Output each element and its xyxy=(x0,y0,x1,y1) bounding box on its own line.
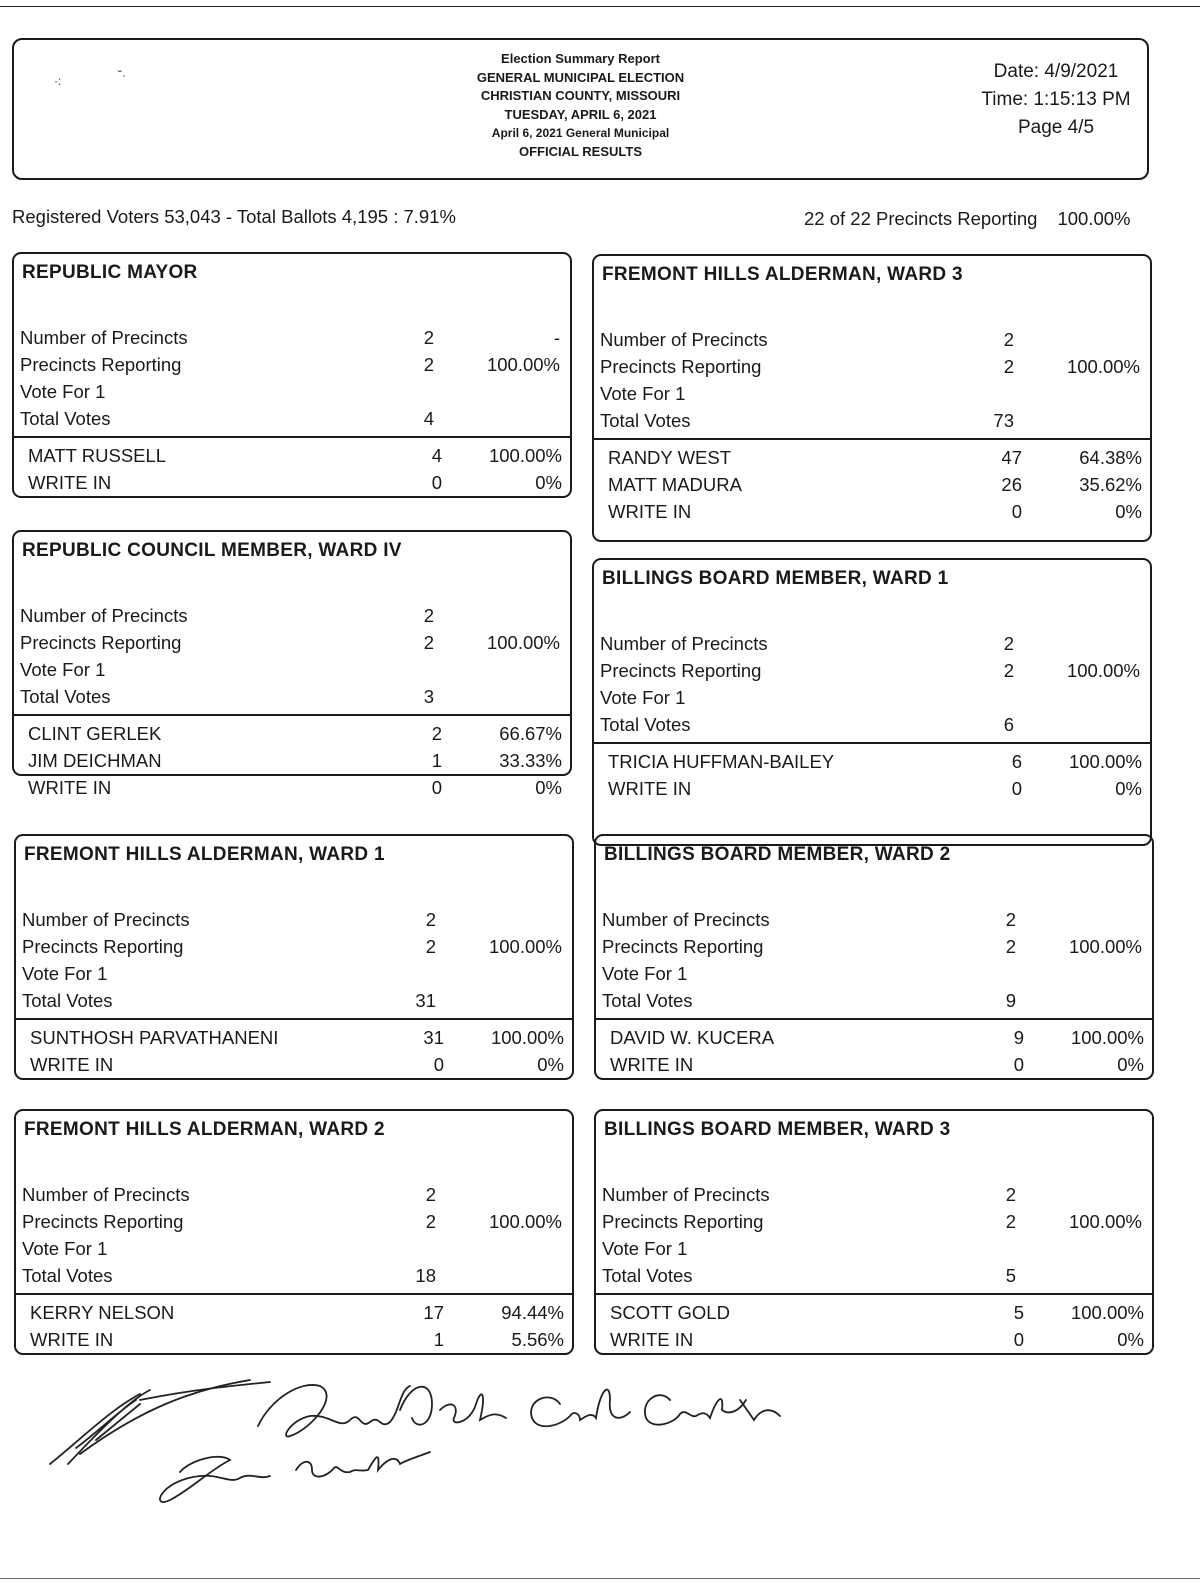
vote-for-row xyxy=(602,1235,1142,1262)
stat-value: 2 xyxy=(425,936,436,957)
candidate-votes: 26 xyxy=(1001,474,1022,495)
contest-title: BILLINGS BOARD MEMBER, WARD 1 xyxy=(602,568,949,589)
number-of-precincts-row xyxy=(20,324,560,351)
candidate-percent: 0% xyxy=(1117,1329,1144,1350)
precincts-reporting-row xyxy=(600,657,1140,684)
stat-label: Vote For 1 xyxy=(22,1238,108,1259)
official-results-label: OFFICIAL RESULTS xyxy=(518,143,643,159)
stat-label: Number of Precincts xyxy=(22,909,190,930)
candidate-name: DAVID W. KUCERA xyxy=(610,1027,775,1048)
precincts-summary xyxy=(804,208,1130,230)
candidate-row xyxy=(610,1051,1144,1078)
candidate-percent: 33.33% xyxy=(499,750,562,771)
stat-value: 2 xyxy=(425,909,436,930)
precincts-reporting-text: 22 of 22 Precincts Reporting xyxy=(804,208,1038,229)
report-header xyxy=(12,38,1149,180)
results-divider xyxy=(14,714,570,716)
stat-label: Total Votes xyxy=(22,1265,113,1286)
stat-label: Number of Precincts xyxy=(600,329,768,350)
contest-stats xyxy=(602,1181,1142,1289)
stat-label: Vote For 1 xyxy=(22,963,108,984)
candidate-name: TRICIA HUFFMAN-BAILEY xyxy=(608,751,835,772)
precincts-reporting-percent: 100.00% xyxy=(1057,208,1131,229)
candidate-row xyxy=(30,1299,564,1326)
candidate-percent: 0% xyxy=(535,777,562,798)
turnout-summary: Registered Voters 53,043 - Total Ballots 4,195 : 7.91% xyxy=(12,206,456,227)
candidate-percent: 0% xyxy=(537,1054,564,1075)
candidate-votes: 0 xyxy=(1013,1329,1024,1350)
stat-value: 2 xyxy=(1003,660,1014,681)
candidate-percent: 66.67% xyxy=(499,723,562,744)
stat-value: 18 xyxy=(415,1265,436,1286)
candidate-votes: 5 xyxy=(1013,1302,1024,1323)
candidate-name: RANDY WEST xyxy=(608,447,732,468)
results-divider xyxy=(594,438,1150,440)
contest-box xyxy=(14,834,574,1080)
election-name: GENERAL MUNICIPAL ELECTION xyxy=(476,69,685,85)
stat-percent: 100.00% xyxy=(486,354,560,375)
vote-for-row xyxy=(600,684,1140,711)
candidate-row xyxy=(30,1326,564,1353)
candidate-row xyxy=(608,748,1142,775)
total-votes-row xyxy=(22,1262,562,1289)
total-votes-row xyxy=(602,1262,1142,1289)
candidate-votes: 4 xyxy=(431,445,442,466)
report-date: Date: 4/9/2021 xyxy=(993,61,1119,82)
stat-value: 2 xyxy=(423,354,434,375)
results-divider xyxy=(596,1018,1152,1020)
candidate-votes: 9 xyxy=(1013,1027,1024,1048)
candidate-votes: 0 xyxy=(1011,501,1022,522)
total-votes-row xyxy=(600,711,1140,738)
candidate-row xyxy=(608,498,1142,525)
candidate-votes: 0 xyxy=(431,777,442,798)
stat-label: Vote For 1 xyxy=(20,381,106,402)
candidate-percent: 100.00% xyxy=(490,1027,564,1048)
candidate-list xyxy=(28,720,562,801)
candidate-list xyxy=(30,1299,564,1353)
results-divider xyxy=(14,436,570,438)
stat-label: Precincts Reporting xyxy=(22,1211,184,1232)
vote-for-row xyxy=(22,960,562,987)
stat-label: Total Votes xyxy=(602,990,693,1011)
candidate-percent: 94.44% xyxy=(501,1302,564,1323)
stat-label: Number of Precincts xyxy=(22,1184,190,1205)
candidate-votes: 17 xyxy=(423,1302,444,1323)
total-votes-row xyxy=(600,407,1140,434)
candidate-percent: 100.00% xyxy=(488,445,562,466)
total-votes-row xyxy=(20,683,560,710)
candidate-name: MATT MADURA xyxy=(608,474,742,495)
stat-label: Number of Precincts xyxy=(600,633,768,654)
precincts-reporting-row xyxy=(22,1208,562,1235)
contest-title: REPUBLIC MAYOR xyxy=(22,262,198,283)
stat-percent: 100.00% xyxy=(486,632,560,653)
bottom-rule xyxy=(0,1578,1200,1579)
stat-value: 2 xyxy=(1005,1211,1016,1232)
official-signatures xyxy=(40,1360,840,1520)
vote-for-row xyxy=(20,378,560,405)
stat-value: 73 xyxy=(993,410,1014,431)
candidate-row xyxy=(28,774,562,801)
stat-value: 2 xyxy=(1005,909,1016,930)
candidate-row xyxy=(610,1326,1144,1353)
number-of-precincts-row xyxy=(22,906,562,933)
stat-value: 2 xyxy=(1003,329,1014,350)
results-divider xyxy=(16,1293,572,1295)
candidate-name: CLINT GERLEK xyxy=(28,723,162,744)
candidate-percent: 100.00% xyxy=(1070,1302,1144,1323)
stat-label: Total Votes xyxy=(600,410,691,431)
number-of-precincts-row xyxy=(602,906,1142,933)
contest-stats xyxy=(600,630,1140,738)
stat-value: 5 xyxy=(1005,1265,1016,1286)
candidate-votes: 0 xyxy=(1011,778,1022,799)
contest-box xyxy=(14,1109,574,1355)
contest-box xyxy=(594,834,1154,1080)
stat-label: Precincts Reporting xyxy=(602,1211,764,1232)
candidate-votes: 6 xyxy=(1011,751,1022,772)
candidate-row xyxy=(610,1024,1144,1051)
precincts-reporting-row xyxy=(602,933,1142,960)
precincts-reporting-row xyxy=(20,629,560,656)
contest-stats xyxy=(600,326,1140,434)
candidate-votes: 31 xyxy=(423,1027,444,1048)
candidate-percent: 0% xyxy=(535,472,562,493)
candidate-row xyxy=(30,1051,564,1078)
report-title: Election Summary Report xyxy=(501,51,660,66)
stat-label: Vote For 1 xyxy=(600,383,686,404)
candidate-row xyxy=(28,469,562,496)
report-meta xyxy=(971,58,1141,142)
contest-stats xyxy=(602,906,1142,1014)
results-divider xyxy=(16,1018,572,1020)
stat-value: 2 xyxy=(423,632,434,653)
contest-stats xyxy=(20,602,560,710)
candidate-name: WRITE IN xyxy=(608,778,692,799)
candidate-percent: 100.00% xyxy=(1070,1027,1144,1048)
contest-box xyxy=(592,254,1152,542)
results-divider xyxy=(594,742,1150,744)
candidate-row xyxy=(28,442,562,469)
stat-value: 31 xyxy=(415,990,436,1011)
stat-label: Total Votes xyxy=(20,686,111,707)
candidate-votes: 47 xyxy=(1001,447,1022,468)
candidate-name: SCOTT GOLD xyxy=(610,1302,730,1323)
contest-box xyxy=(12,252,572,498)
stat-label: Precincts Reporting xyxy=(600,356,762,377)
stat-label: Precincts Reporting xyxy=(22,936,184,957)
contest-title: BILLINGS BOARD MEMBER, WARD 2 xyxy=(604,844,951,865)
stat-label: Total Votes xyxy=(602,1265,693,1286)
stat-percent: - xyxy=(553,327,560,348)
stat-label: Vote For 1 xyxy=(600,687,686,708)
total-votes-row xyxy=(22,987,562,1014)
candidate-percent: 0% xyxy=(1115,501,1142,522)
total-votes-row xyxy=(602,987,1142,1014)
candidate-list xyxy=(30,1024,564,1078)
candidate-name: WRITE IN xyxy=(28,777,112,798)
stat-value: 2 xyxy=(1005,936,1016,957)
scan-speck: ·: xyxy=(54,74,62,88)
candidate-name: JIM DEICHMAN xyxy=(28,750,162,771)
stat-label: Total Votes xyxy=(20,408,111,429)
stat-percent: 100.00% xyxy=(1066,356,1140,377)
vote-for-row xyxy=(600,380,1140,407)
stat-value: 4 xyxy=(423,408,434,429)
precincts-reporting-row xyxy=(602,1208,1142,1235)
stat-label: Precincts Reporting xyxy=(600,660,762,681)
stat-label: Precincts Reporting xyxy=(20,632,182,653)
number-of-precincts-row xyxy=(600,630,1140,657)
candidate-list xyxy=(608,748,1142,802)
stat-value: 2 xyxy=(423,327,434,348)
stat-label: Number of Precincts xyxy=(602,909,770,930)
contest-stats xyxy=(22,906,562,1014)
contest-title: REPUBLIC COUNCIL MEMBER, WARD IV xyxy=(22,540,402,561)
vote-for-row xyxy=(20,656,560,683)
precincts-reporting-row xyxy=(20,351,560,378)
contest-box xyxy=(594,1109,1154,1355)
candidate-list xyxy=(610,1299,1144,1353)
precincts-reporting-row xyxy=(22,933,562,960)
stat-label: Number of Precincts xyxy=(20,605,188,626)
contest-title: FREMONT HILLS ALDERMAN, WARD 1 xyxy=(24,844,385,865)
stat-label: Number of Precincts xyxy=(602,1184,770,1205)
stat-label: Precincts Reporting xyxy=(20,354,182,375)
candidate-percent: 0% xyxy=(1117,1054,1144,1075)
candidate-percent: 100.00% xyxy=(1068,751,1142,772)
contest-title: FREMONT HILLS ALDERMAN, WARD 3 xyxy=(602,264,963,285)
contest-stats xyxy=(22,1181,562,1289)
stat-label: Vote For 1 xyxy=(20,659,106,680)
candidate-list xyxy=(28,442,562,496)
total-votes-row xyxy=(20,405,560,432)
candidate-percent: 0% xyxy=(1115,778,1142,799)
contest-box xyxy=(12,530,572,798)
election-date: TUESDAY, APRIL 6, 2021 xyxy=(504,106,657,122)
candidate-row xyxy=(608,471,1142,498)
county-name: CHRISTIAN COUNTY, MISSOURI xyxy=(480,88,681,103)
top-rule xyxy=(0,6,1200,7)
stat-value: 2 xyxy=(423,605,434,626)
stat-value: 6 xyxy=(1003,714,1014,735)
stat-label: Vote For 1 xyxy=(602,963,688,984)
candidate-name: WRITE IN xyxy=(610,1054,694,1075)
candidate-name: WRITE IN xyxy=(28,472,112,493)
number-of-precincts-row xyxy=(20,602,560,629)
candidate-name: WRITE IN xyxy=(610,1329,694,1350)
stat-value: 2 xyxy=(425,1184,436,1205)
stat-label: Total Votes xyxy=(22,990,113,1011)
candidate-votes: 0 xyxy=(433,1054,444,1075)
stat-percent: 100.00% xyxy=(488,936,562,957)
candidate-votes: 0 xyxy=(1013,1054,1024,1075)
candidate-name: KERRY NELSON xyxy=(30,1302,175,1323)
candidate-votes: 1 xyxy=(433,1329,444,1350)
candidate-percent: 64.38% xyxy=(1079,447,1142,468)
number-of-precincts-row xyxy=(602,1181,1142,1208)
number-of-precincts-row xyxy=(22,1181,562,1208)
stat-value: 3 xyxy=(423,686,434,707)
report-time: Time: 1:15:13 PM xyxy=(981,89,1131,110)
stat-label: Vote For 1 xyxy=(602,1238,688,1259)
results-divider xyxy=(596,1293,1152,1295)
precincts-reporting-row xyxy=(600,353,1140,380)
stat-percent: 100.00% xyxy=(1068,1211,1142,1232)
candidate-name: WRITE IN xyxy=(608,501,692,522)
number-of-precincts-row xyxy=(600,326,1140,353)
candidate-row xyxy=(610,1299,1144,1326)
candidate-votes: 1 xyxy=(431,750,442,771)
candidate-list xyxy=(608,444,1142,525)
candidate-row xyxy=(608,775,1142,802)
stat-percent: 100.00% xyxy=(1066,660,1140,681)
stat-value: 2 xyxy=(1005,1184,1016,1205)
stat-label: Precincts Reporting xyxy=(602,936,764,957)
vote-for-row xyxy=(602,960,1142,987)
stat-percent: 100.00% xyxy=(1068,936,1142,957)
stat-value: 9 xyxy=(1005,990,1016,1011)
candidate-name: WRITE IN xyxy=(30,1329,114,1350)
stat-value: 2 xyxy=(1003,633,1014,654)
candidate-percent: 5.56% xyxy=(511,1329,564,1350)
contest-title: BILLINGS BOARD MEMBER, WARD 3 xyxy=(604,1119,951,1140)
election-subtitle: April 6, 2021 General Municipal xyxy=(491,126,670,140)
page-number: Page 4/5 xyxy=(1017,117,1095,138)
scan-speck: ˘· xyxy=(118,68,126,82)
stat-value: 2 xyxy=(1003,356,1014,377)
contest-box xyxy=(592,558,1152,846)
candidate-row xyxy=(608,444,1142,471)
candidate-percent: 35.62% xyxy=(1079,474,1142,495)
contest-stats xyxy=(20,324,560,432)
stat-label: Number of Precincts xyxy=(20,327,188,348)
vote-for-row xyxy=(22,1235,562,1262)
candidate-name: MATT RUSSELL xyxy=(28,445,167,466)
candidate-votes: 0 xyxy=(431,472,442,493)
stat-value: 2 xyxy=(425,1211,436,1232)
contest-title: FREMONT HILLS ALDERMAN, WARD 2 xyxy=(24,1119,385,1140)
candidate-row xyxy=(28,747,562,774)
candidate-row xyxy=(30,1024,564,1051)
candidate-row xyxy=(28,720,562,747)
candidate-name: SUNTHOSH PARVATHANENI xyxy=(30,1027,279,1048)
stat-label: Total Votes xyxy=(600,714,691,735)
stat-percent: 100.00% xyxy=(488,1211,562,1232)
candidate-list xyxy=(610,1024,1144,1078)
candidate-name: WRITE IN xyxy=(30,1054,114,1075)
candidate-votes: 2 xyxy=(431,723,442,744)
